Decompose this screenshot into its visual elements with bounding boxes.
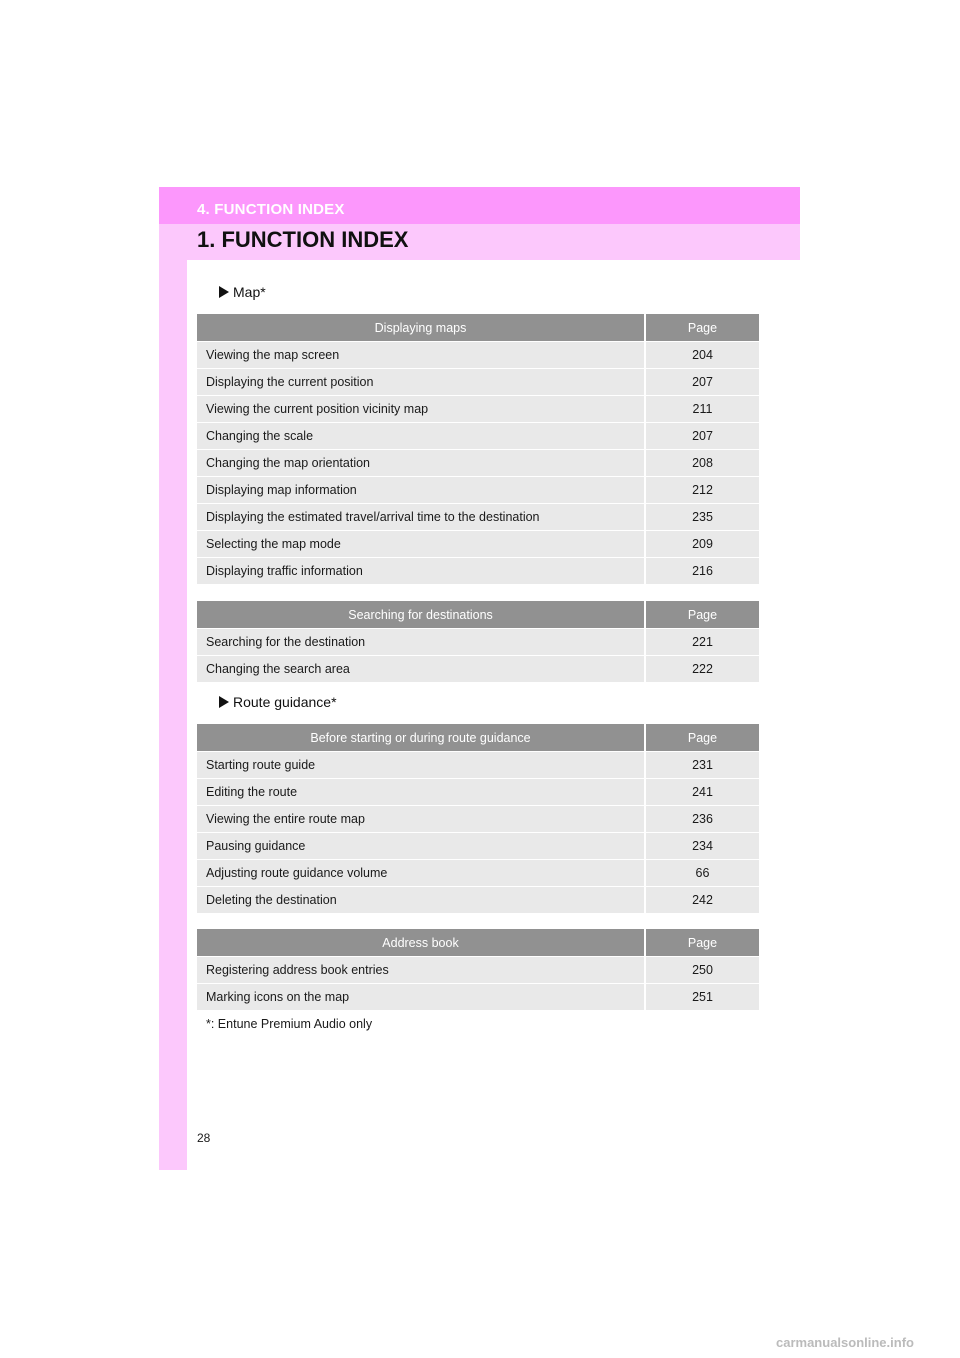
triangle-bullet-icon [219, 286, 229, 298]
page-number: 28 [197, 1131, 211, 1145]
table-row [197, 368, 759, 395]
row-page: 66 [646, 859, 759, 886]
column-header-item: Address book [197, 929, 646, 956]
column-header-page: Page [646, 929, 759, 956]
table-header-row [197, 929, 759, 956]
table-row [197, 832, 759, 859]
row-page: 235 [646, 503, 759, 530]
table-header-row [197, 314, 759, 341]
page-sidebar [159, 187, 187, 1170]
row-label: Viewing the entire route map [197, 805, 646, 832]
table-header-row [197, 724, 759, 751]
row-label: Viewing the map screen [197, 341, 646, 368]
row-page: 211 [646, 395, 759, 422]
row-page: 234 [646, 832, 759, 859]
row-label: Searching for the destination [197, 628, 646, 655]
table-row [197, 557, 759, 584]
row-label: Changing the map orientation [197, 449, 646, 476]
watermark: carmanualsonline.info [776, 1335, 914, 1350]
row-label: Adjusting route guidance volume [197, 859, 646, 886]
subheading-map [219, 284, 266, 300]
table-row [197, 956, 759, 983]
row-page: 236 [646, 805, 759, 832]
table-row [197, 805, 759, 832]
table-searching-destinations [197, 601, 759, 682]
subheading-label: Map* [233, 284, 266, 300]
column-header-item: Searching for destinations [197, 601, 646, 628]
column-header-page: Page [646, 601, 759, 628]
row-page: 231 [646, 751, 759, 778]
table-row [197, 530, 759, 557]
row-label: Displaying map information [197, 476, 646, 503]
row-page: 242 [646, 886, 759, 913]
row-page: 250 [646, 956, 759, 983]
subheading-route-guidance [219, 694, 337, 710]
table-row [197, 655, 759, 682]
table-displaying-maps [197, 314, 759, 584]
row-label: Changing the search area [197, 655, 646, 682]
column-header-item: Before starting or during route guidance [197, 724, 646, 751]
row-page: 204 [646, 341, 759, 368]
table-row [197, 395, 759, 422]
subheading-label: Route guidance* [233, 694, 337, 710]
column-header-page: Page [646, 314, 759, 341]
triangle-bullet-icon [219, 696, 229, 708]
footnote: *: Entune Premium Audio only [206, 1017, 373, 1031]
row-page: 208 [646, 449, 759, 476]
table-row [197, 449, 759, 476]
row-page: 212 [646, 476, 759, 503]
table-row [197, 751, 759, 778]
row-page: 216 [646, 557, 759, 584]
table-row [197, 476, 759, 503]
row-label: Registering address book entries [197, 956, 646, 983]
row-page: 207 [646, 422, 759, 449]
row-label: Pausing guidance [197, 832, 646, 859]
table-row [197, 422, 759, 449]
row-page: 251 [646, 983, 759, 1010]
row-label: Starting route guide [197, 751, 646, 778]
row-page: 207 [646, 368, 759, 395]
row-label: Viewing the current position vicinity map [197, 395, 646, 422]
column-header-item: Displaying maps [197, 314, 646, 341]
row-page: 241 [646, 778, 759, 805]
table-row [197, 778, 759, 805]
row-page: 222 [646, 655, 759, 682]
table-row [197, 886, 759, 913]
row-label: Editing the route [197, 778, 646, 805]
table-row [197, 628, 759, 655]
row-label: Marking icons on the map [197, 983, 646, 1010]
table-header-row [197, 601, 759, 628]
table-row [197, 503, 759, 530]
row-label: Deleting the destination [197, 886, 646, 913]
table-row [197, 341, 759, 368]
table-row [197, 983, 759, 1010]
row-label: Displaying the current position [197, 368, 646, 395]
column-header-page: Page [646, 724, 759, 751]
row-page: 209 [646, 530, 759, 557]
page-title: 1. FUNCTION INDEX [197, 227, 409, 252]
row-label: Changing the scale [197, 422, 646, 449]
table-row [197, 859, 759, 886]
row-page: 221 [646, 628, 759, 655]
table-route-guidance [197, 724, 759, 913]
row-label: Selecting the map mode [197, 530, 646, 557]
row-label: Displaying the estimated travel/arrival time to the destination [197, 503, 646, 530]
table-address-book [197, 929, 759, 1010]
section-label: 4. FUNCTION INDEX [197, 201, 345, 218]
row-label: Displaying traffic information [197, 557, 646, 584]
